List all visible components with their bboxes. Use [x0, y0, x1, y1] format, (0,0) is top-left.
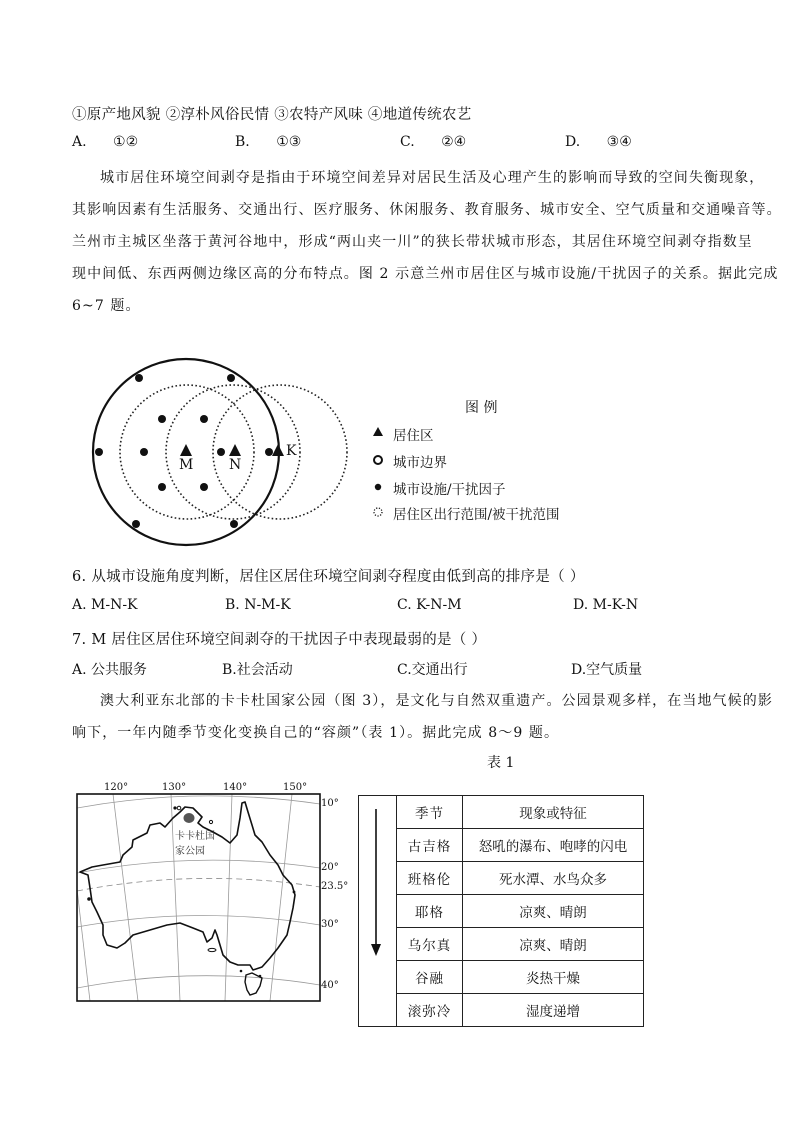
- table-row: [359, 961, 644, 994]
- lon-label-150: 150°: [283, 782, 308, 793]
- label-n: N: [229, 457, 242, 473]
- table-row: [359, 994, 644, 1027]
- table-header-row: [359, 796, 644, 829]
- header-season: 季节: [397, 796, 463, 829]
- table1-caption: 表 1: [487, 755, 515, 771]
- lat-label-10: 10°: [321, 798, 339, 809]
- table-row: [359, 829, 644, 862]
- passage2-line-2: 响下，一年内随季节变化变换自己的“容颜”（表 1）。据此完成 8～9 题。: [72, 725, 560, 741]
- q6-option-a[interactable]: A. M-N-K: [72, 597, 138, 613]
- q7-option-c[interactable]: C.交通出行: [397, 662, 468, 678]
- label-k: K: [286, 443, 297, 459]
- park-location-dot-icon: [184, 813, 195, 823]
- option-letter: C.: [400, 134, 415, 150]
- lon-label-130: 130°: [162, 782, 187, 793]
- park-label-line-2: 家公园: [175, 846, 205, 857]
- header-phenomenon: 现象或特征: [463, 796, 644, 829]
- option-text: ②④: [441, 134, 467, 150]
- lat-label-30: 30°: [321, 919, 339, 930]
- lat-label-40: 40°: [321, 980, 339, 991]
- season-cell: 滚弥冷: [397, 994, 463, 1027]
- phenomenon-cell: 湿度递增: [463, 994, 644, 1027]
- lat-label-23-5: 23.5°: [321, 881, 349, 892]
- q7-stem: 7. M 居住区居住环境空间剥夺的干扰因子中表现最弱的是（ ）: [72, 632, 487, 648]
- down-arrow-icon: [359, 796, 396, 1022]
- option-text: ①③: [276, 134, 302, 150]
- season-cell: 班格伦: [397, 862, 463, 895]
- table-row: [359, 862, 644, 895]
- phenomenon-cell: 凉爽、晴朗: [463, 895, 644, 928]
- phenomenon-cell: 凉爽、晴朗: [463, 928, 644, 961]
- table-row: [359, 895, 644, 928]
- graticule: [66, 794, 320, 1001]
- park-label-line-1: 卡卡杜国: [175, 831, 215, 842]
- passage1-line-4: 现中间低、东西两侧边缘区高的分布特点。图 2 示意兰州市居住区与城市设施/干扰因子的关系。据此完成: [72, 266, 779, 282]
- passage1-line-2: 其影响因素有生活服务、交通出行、医疗服务、休闲服务、教育服务、城市安全、空气质量和交通噪音等。: [72, 202, 782, 218]
- passage1-line-5: 6~7 题。: [72, 298, 141, 314]
- label-m: M: [179, 457, 194, 473]
- phenomenon-cell: 怒吼的瀑布、咆哮的闪电: [463, 829, 644, 862]
- legend-label-residential: 居住区: [393, 428, 434, 444]
- q6-option-b[interactable]: B. N-M-K: [225, 597, 291, 613]
- option-letter: D.: [565, 134, 581, 150]
- phenomenon-cell: 炎热干燥: [463, 961, 644, 994]
- table1: [358, 795, 644, 1027]
- q6-option-d[interactable]: D. M-K-N: [573, 597, 639, 613]
- option-text: ③④: [606, 134, 632, 150]
- option-letter: B.: [235, 134, 250, 150]
- table-row: [359, 928, 644, 961]
- option-text: ①②: [113, 134, 139, 150]
- q7-option-a[interactable]: A. 公共服务: [72, 662, 148, 678]
- q5-statements: ①原产地风貌 ②淳朴风俗民情 ③农特产风味 ④地道传统农艺: [72, 107, 472, 123]
- season-cell: 耶格: [397, 895, 463, 928]
- lon-label-140: 140°: [223, 782, 248, 793]
- option-letter: A.: [72, 134, 87, 150]
- lon-label-120: 120°: [104, 782, 129, 793]
- legend-label-range: 居住区出行范围/被干扰范围: [393, 507, 560, 523]
- season-cell: 谷融: [397, 961, 463, 994]
- q7-option-b[interactable]: B.社会活动: [222, 662, 293, 678]
- q6-stem: 6. 从城市设施角度判断，居住区居住环境空间剥夺程度由低到高的排序是（ ）: [72, 569, 585, 585]
- legend-label-city-boundary: 城市边界: [393, 455, 447, 471]
- passage2-line-1: 澳大利亚东北部的卡卡杜国家公园（图 3），是文化与自然双重遗产。公园景观多样，在当地气候的影: [100, 693, 773, 709]
- q7-option-d[interactable]: D.空气质量: [571, 662, 643, 678]
- passage1-line-3: 兰州市主城区坐落于黄河谷地中，形成“两山夹一川”的狭长带状城市形态，其居住环境空间剥夺指数呈: [72, 234, 753, 250]
- lat-label-20: 20°: [321, 862, 339, 873]
- season-cell: 古吉格: [397, 829, 463, 862]
- map-frame: [77, 794, 320, 1001]
- legend-title: 图 例: [465, 400, 498, 416]
- phenomenon-cell: 死水潭、水鸟众多: [463, 862, 644, 895]
- passage1-line-1: 城市居住环境空间剥夺是指由于环境空间差异对居民生活及心理产生的影响而导致的空间失衡现象，: [100, 170, 765, 186]
- season-arrow-cell: [359, 796, 397, 1027]
- q6-option-c[interactable]: C. K-N-M: [397, 597, 462, 613]
- legend-label-facility: 城市设施/干扰因子: [393, 482, 506, 498]
- season-cell: 乌尔真: [397, 928, 463, 961]
